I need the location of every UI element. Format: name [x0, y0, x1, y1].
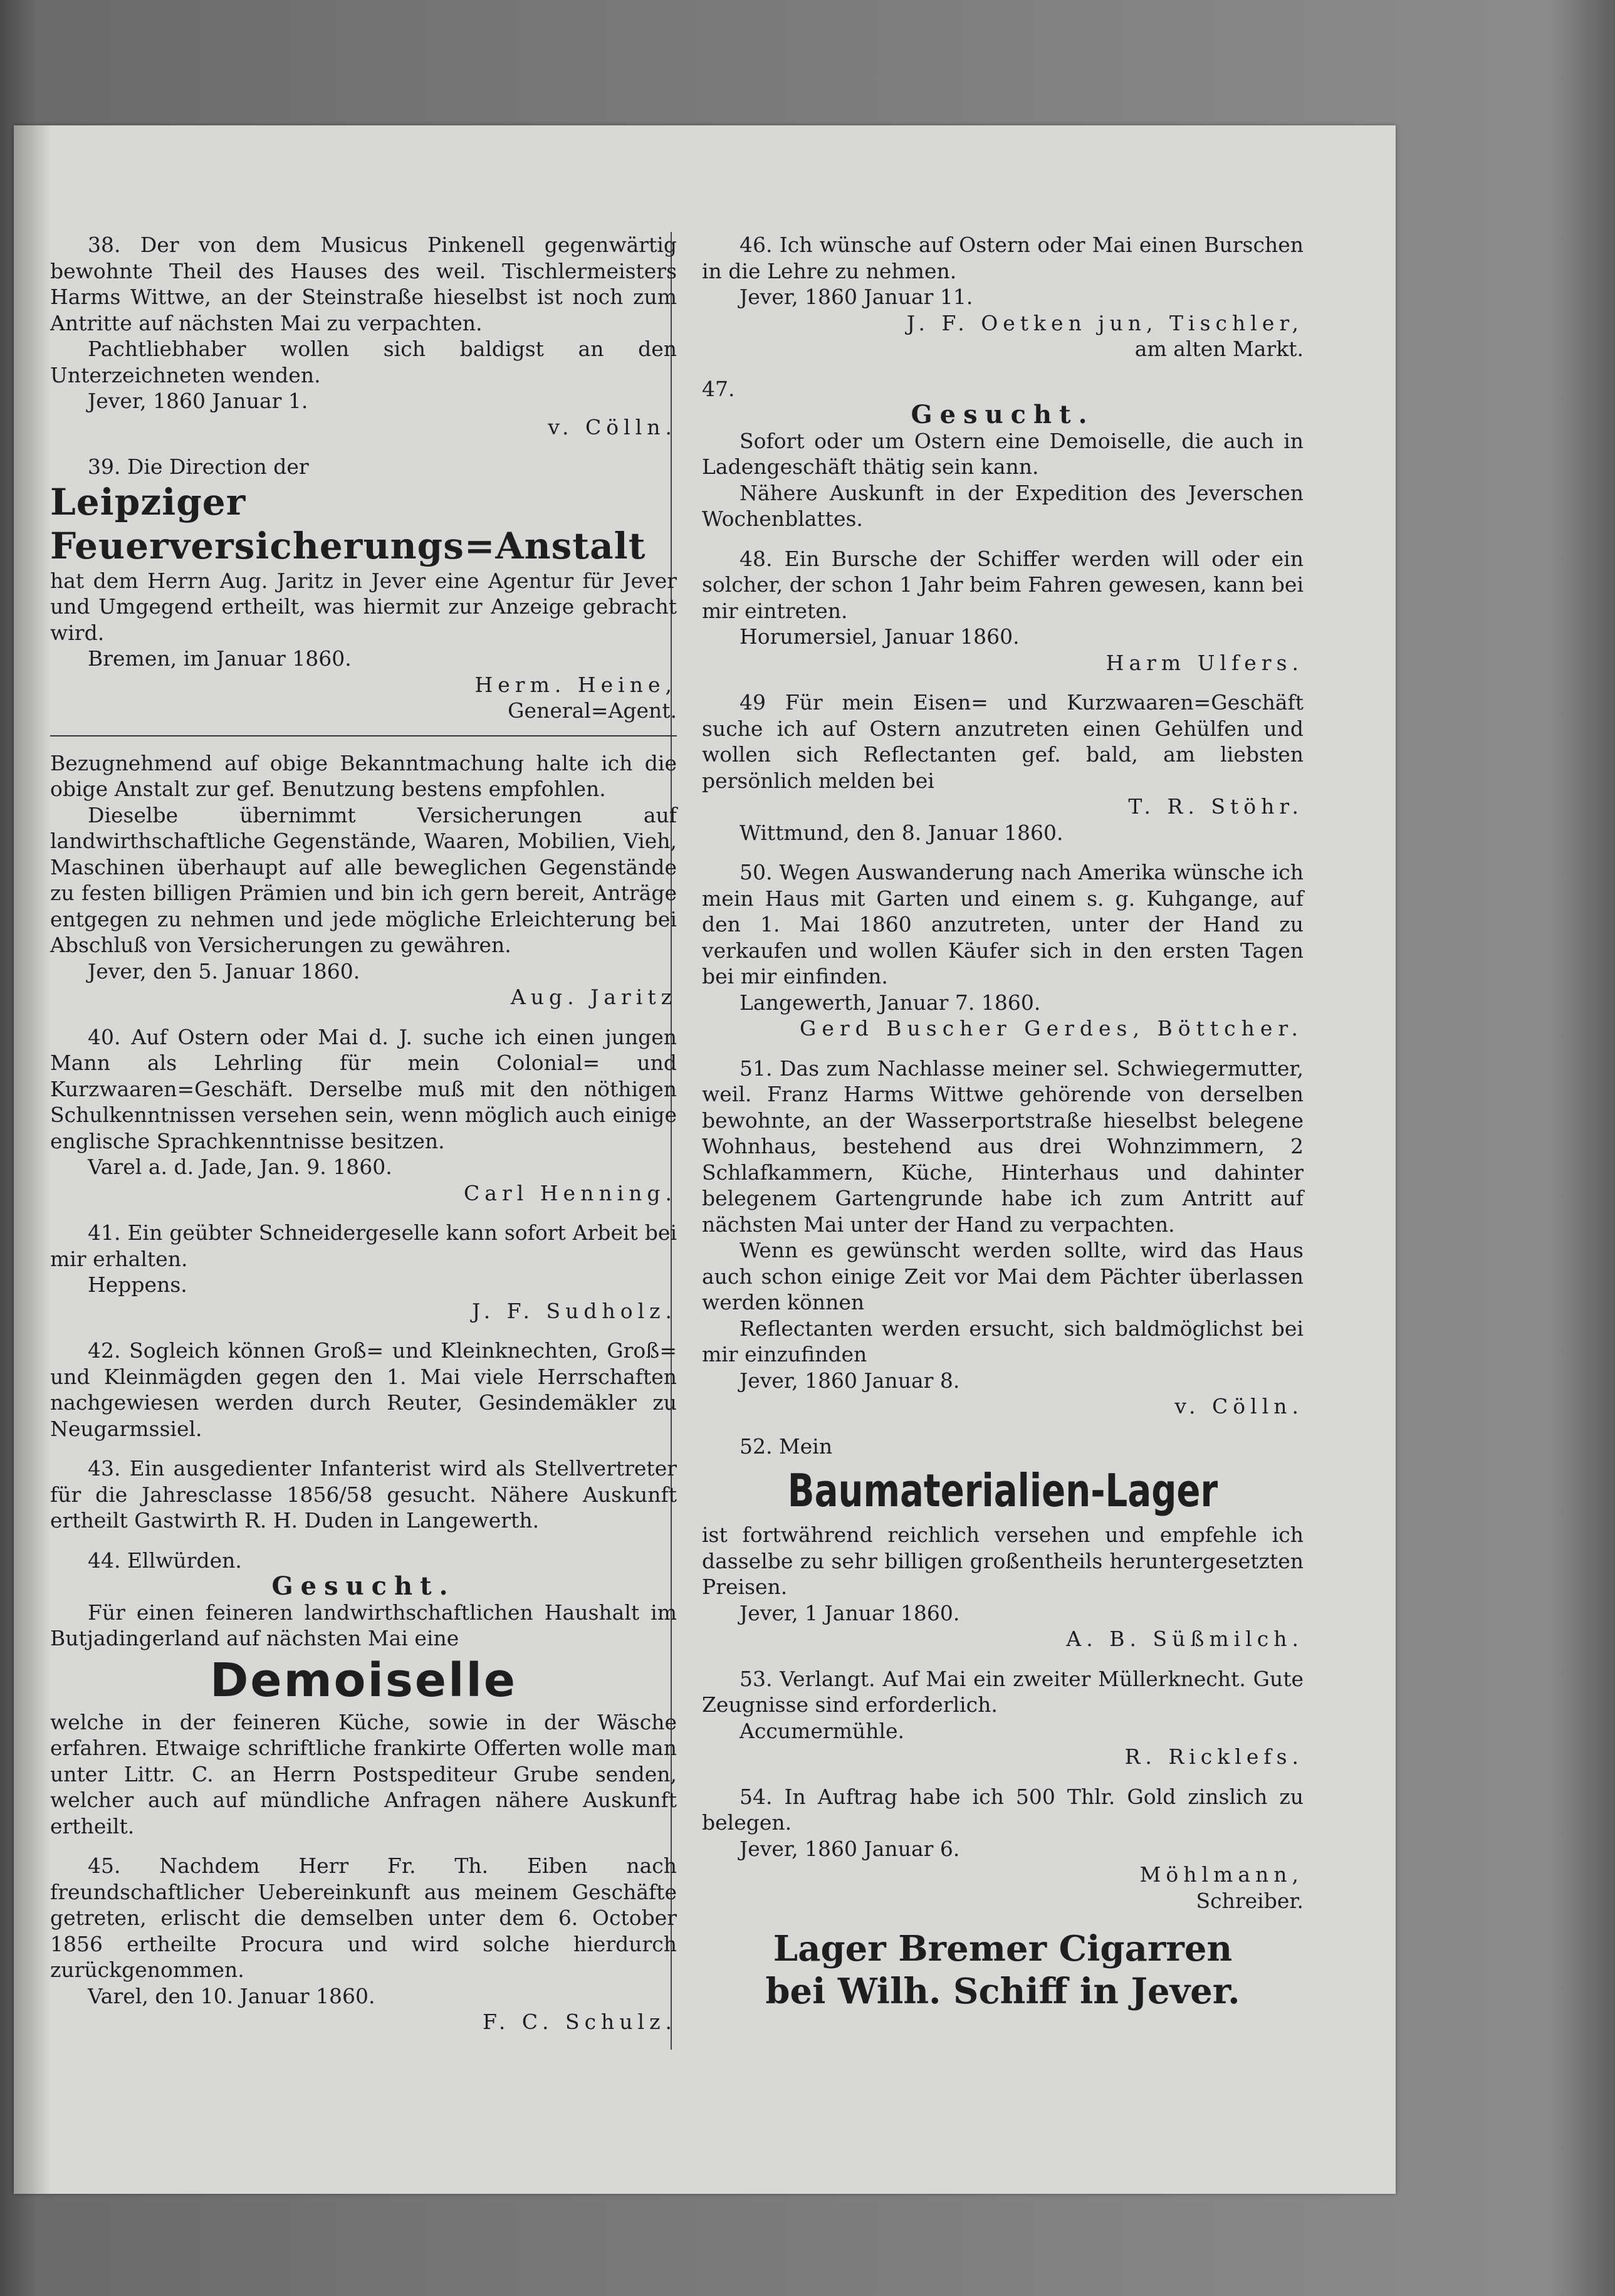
ad-51-signature: v. Cölln.	[1174, 1394, 1304, 1418]
ad-54	[702, 1784, 1304, 1914]
ad-39-text3: Dieselbe übernimmt Versicherungen auf landwirthschaftliche Gegenstände, Waaren, Mobilien, Vieh, Maschinen überhaupt auf alle beweglichen Gegenstände zu festen billigen Prämien und bin ich gern bereit, Anträge entgegen zu nehmen und jede mögliche Erleichterung bei Abschluß von Versicherungen zu gewähren.	[50, 802, 677, 957]
ad-40	[50, 1024, 677, 1207]
ad-40-date: Varel a. d. Jade, Jan. 9. 1860.	[88, 1155, 392, 1179]
ad-51-text: 51. Das zum Nachlasse meiner sel. Schwiegermutter, weil. Franz Harms Wittwe gehörende von derselben bewohnte, an der Wasserportstraße hieselbst belegene Wohnhaus, bestehend aus drei Wohnzimmern, 2 Schlafkammern, Küche, Hinterhaus und dahinter belegenem Gartengrunde habe ich zum Antritt auf nächsten Mai unter der Hand zu verpachten.	[702, 1056, 1304, 1237]
ad-50-signature: Gerd Buscher Gerdes, Böttcher.	[799, 1016, 1304, 1041]
ad-53-signature: R. Ricklefs.	[1124, 1744, 1304, 1769]
ad-49-signature: T. R. Stöhr.	[1128, 794, 1304, 819]
ad-52-heading: Baumaterialien-Lager	[787, 1464, 1218, 1517]
ad-45-text: 45. Nachdem Herr Fr. Th. Eiben nach freundschaftlicher Uebereinkunft aus meinem Geschäfte getreten, erlischt die demselben unter dem 6. October 1856 ertheilte Procura und wird solche hierdurch zurückgenommen.	[50, 1853, 677, 1982]
ad-41-signature: J. F. Sudholz.	[472, 1298, 677, 1323]
ad-52-intro: 52. Mein	[740, 1434, 833, 1459]
ad-39-signature: Herm. Heine,	[474, 672, 677, 697]
ad-46-date: Jever, 1860 Januar 11.	[740, 285, 973, 309]
ad-49	[702, 689, 1304, 846]
ad-52-date: Jever, 1 Januar 1860.	[740, 1600, 960, 1625]
ad-47-text2: Nähere Auskunft in der Expedition des Jeverschen Wochenblattes.	[702, 480, 1304, 531]
ad-39-date2: Jever, den 5. Januar 1860.	[88, 958, 360, 983]
ad-44-heading: Gesucht.	[271, 1571, 456, 1601]
ad-51-date: Jever, 1860 Januar 8.	[740, 1368, 960, 1393]
ad-50-text: 50. Wegen Auswanderung nach Amerika wünsche ich mein Haus mit Garten und einem s. g. Kuhgange, auf den 1. Mai 1860 anzutreten, unter der Hand zu verkaufen und wollen Käufer sich in den ersten Tagen bei mir einfinden.	[702, 860, 1304, 988]
ad-39	[50, 454, 677, 1010]
ad-39-text2: Bezugnehmend auf obige Bekanntmachung halte ich die obige Anstalt zur gef. Benutzung bestens empfohlen.	[50, 750, 677, 801]
ad-47	[702, 376, 1304, 532]
ad-50	[702, 859, 1304, 1042]
ad-39-date: Bremen, im Januar 1860.	[88, 646, 352, 671]
ad-38-text: 38. Der von dem Musicus Pinkenell gegenwärtig bewohnte Theil des Hauses des weil. Tischlermeisters Harms Wittwe, an der Steinstraße hieselbst ist noch zum Antritte auf nächsten Mai zu verpachten.	[50, 233, 677, 335]
footer-ad	[702, 1927, 1304, 2013]
ad-38-date: Jever, 1860 Januar 1.	[88, 389, 308, 413]
ad-52-signature: A. B. Süßmilch.	[1066, 1627, 1304, 1651]
ad-48	[702, 546, 1304, 676]
ad-39-signature-title: General=Agent.	[508, 698, 677, 723]
ad-45-date: Varel, den 10. Januar 1860.	[88, 1983, 375, 2008]
ad-42	[50, 1338, 677, 1442]
ad-53-text: 53. Verlangt. Auf Mai ein zweiter Müllerknecht. Gute Zeugnisse sind erforderlich.	[702, 1666, 1304, 1717]
ad-52	[702, 1434, 1304, 1652]
ad-44	[50, 1548, 677, 1840]
ad-49-text: 49 Für mein Eisen= und Kurzwaaren=Geschäft suche ich auf Ostern anzutreten einen Gehülfen und wollen sich Reflectanten gef. bald, am liebsten persönlich melden bei	[702, 690, 1304, 793]
ad-39-signature2: Aug. Jaritz	[510, 985, 677, 1009]
left-column	[50, 232, 677, 2049]
ad-44-text: Für einen feineren landwirthschaftlichen Haushalt im Butjadingerland auf nächsten Mai eine	[50, 1600, 677, 1650]
ad-48-text: 48. Ein Bursche der Schiffer werden will oder ein solcher, der schon 1 Jahr beim Fahren gewesen, kann bei mir eintreten.	[702, 546, 1304, 623]
ad-44-big-word: Demoiselle	[209, 1653, 518, 1707]
ad-47-intro: 47.	[702, 376, 735, 401]
ad-38	[50, 232, 677, 440]
ad-48-signature: Harm Ulfers.	[1105, 650, 1304, 675]
ad-45-signature: F. C. Schulz.	[483, 2010, 677, 2034]
ad-44-text2: welche in der feineren Küche, sowie in der Wäsche erfahren. Etwaige schriftliche frankirte Offerten wolle man unter Littr. C. an Herrn Postspediteur Grube senden, welcher auch auf mündliche Anfragen nähere Auskunft ertheilt.	[50, 1709, 677, 1838]
ad-40-text: 40. Auf Ostern oder Mai d. J. suche ich einen jungen Mann als Lehrling für mein Colonial= und Kurzwaaren=Geschäft. Derselbe muß mit den nöthigen Schulkenntnissen versehen sein, wenn möglich auch einige englische Sprachkenntnisse besitzen.	[50, 1024, 677, 1153]
ad-53-place: Accumermühle.	[740, 1718, 905, 1743]
ad-39-intro: 39. Die Direction der	[88, 454, 309, 479]
ad-48-date: Horumersiel, Januar 1860.	[740, 624, 1020, 649]
ad-39-divider	[50, 735, 677, 737]
ad-44-intro: 44. Ellwürden.	[88, 1548, 242, 1573]
ad-54-text: 54. In Auftrag habe ich 500 Thlr. Gold zinslich zu belegen.	[702, 1784, 1304, 1835]
ad-46-signature2: am alten Markt.	[1134, 337, 1304, 361]
ad-47-heading: Gesucht.	[911, 400, 1095, 429]
right-column	[702, 232, 1304, 2026]
ad-42-text: 42. Sogleich können Groß= und Kleinknechten, Groß= und Kleinmägden gegen den 1. Mai viele Herrschaften nachgewiesen werden durch Reuter, Gesindemäkler zu Neugarmssiel.	[50, 1338, 677, 1441]
ad-41-place: Heppens.	[88, 1272, 187, 1297]
page-spine-shadow	[14, 125, 51, 2194]
ad-54-signature2: Schreiber.	[1196, 1888, 1304, 1913]
ad-41	[50, 1220, 677, 1324]
ad-39-text: hat dem Herrn Aug. Jaritz in Jever eine Agentur für Jever und Umgegend ertheilt, was hiermit zur Anzeige gebracht wird.	[50, 568, 677, 645]
ad-46-signature: J. F. Oetken jun, Tischler,	[906, 310, 1304, 335]
ad-51	[702, 1056, 1304, 1420]
ad-54-signature: Möhlmann,	[1139, 1862, 1304, 1887]
ad-46	[702, 232, 1304, 362]
ad-54-date: Jever, 1860 Januar 6.	[740, 1836, 960, 1861]
ad-41-text: 41. Ein geübter Schneidergeselle kann sofort Arbeit bei mir erhalten.	[50, 1220, 677, 1271]
footer-ad-line1: Lager Bremer Cigarren	[773, 1928, 1233, 1969]
ad-51-text2: Wenn es gewünscht werden sollte, wird das Haus auch schon einige Zeit vor Mai dem Pächter überlassen werden können	[702, 1238, 1304, 1314]
ad-39-heading: Leipziger Feuerversicherungs=Anstalt	[50, 480, 646, 567]
ad-43-text: 43. Ein ausgedienter Infanterist wird als Stellvertreter für die Jahresclasse 1856/58 gesucht. Nähere Auskunft ertheilt Gastwirth R. H. Duden in Langewerth.	[50, 1456, 677, 1533]
ad-50-date: Langewerth, Januar 7. 1860.	[740, 990, 1041, 1015]
footer-ad-line2: bei Wilh. Schiff in Jever.	[765, 1971, 1240, 2012]
ad-52-text: ist fortwährend reichlich versehen und empfehle ich dasselbe zu sehr billigen großentheils heruntergesetzten Preisen.	[702, 1523, 1304, 1599]
ad-38-signature: v. Cölln.	[548, 414, 677, 439]
ad-49-date: Wittmund, den 8. Januar 1860.	[740, 820, 1064, 845]
ad-46-text: 46. Ich wünsche auf Ostern oder Mai einen Burschen in die Lehre zu nehmen.	[702, 233, 1304, 283]
ad-45	[50, 1853, 677, 2035]
ad-47-text: Sofort oder um Ostern eine Demoiselle, die auch in Ladengeschäft thätig sein kann.	[702, 428, 1304, 479]
ad-53	[702, 1666, 1304, 1770]
ad-51-text3: Reflectanten werden ersucht, sich baldmöglichst bei mir einzufinden	[702, 1316, 1304, 1366]
ad-40-signature: Carl Henning.	[464, 1180, 677, 1205]
ad-43	[50, 1455, 677, 1534]
ad-38-text2: Pachtliebhaber wollen sich baldigst an den Unterzeichneten wenden.	[50, 337, 677, 387]
